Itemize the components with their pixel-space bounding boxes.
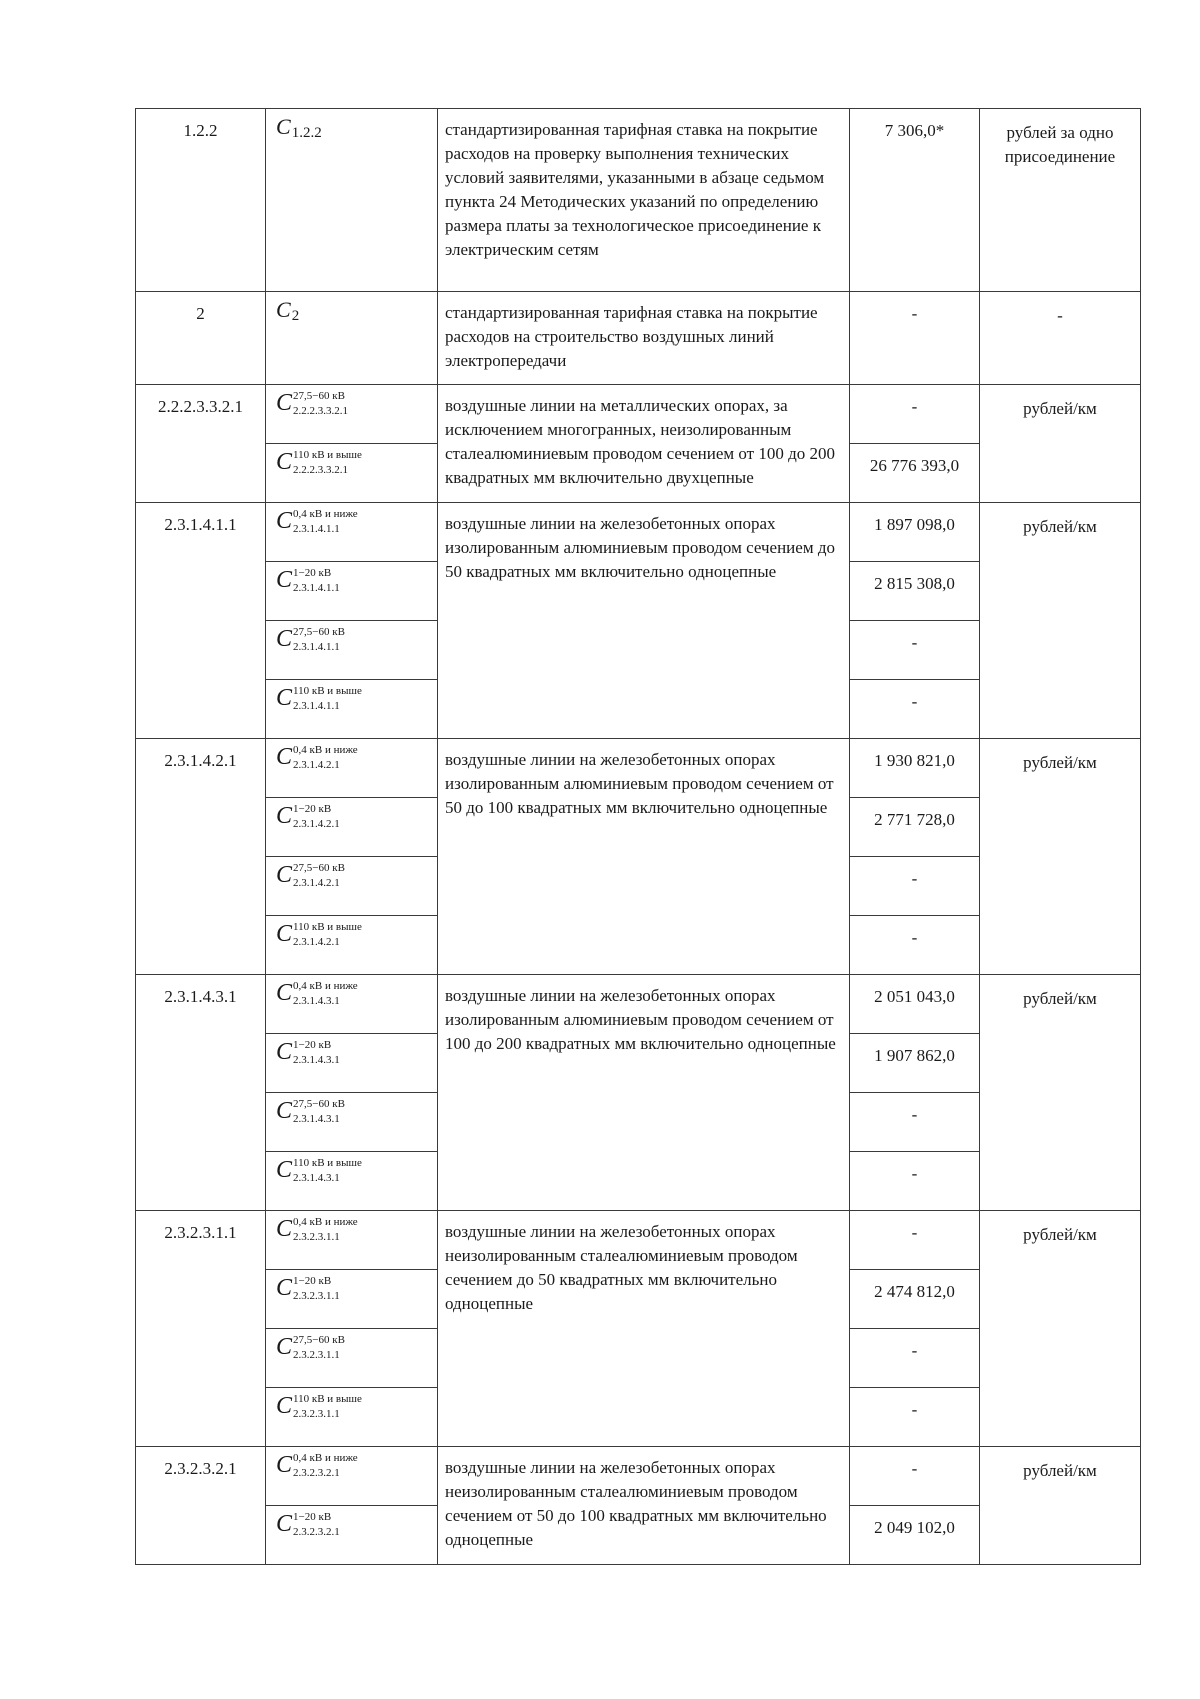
voltage-class-superscript: 0,4 кВ и ниже [293,1452,358,1464]
rate-symbol-scripts [293,1156,362,1184]
rate-code-subscript: 2.3.1.4.2.1 [293,877,340,889]
voltage-class-superscript: 1−20 кВ [293,803,332,815]
tariff-table [135,108,1141,1565]
rate-value: - [850,1211,980,1270]
rate-symbol-letter: C [276,1334,293,1360]
rate-symbol-scripts [293,625,345,653]
rate-value: - [850,1388,980,1447]
rate-unit: рублей/км [980,385,1141,503]
rate-unit: - [980,292,1141,385]
rate-symbol-letter: C [276,685,293,711]
rate-description: воздушные линии на железобетонных опорах изолированным алюминиевым проводом сечением от 100 до 200 квадратных мм включительно одноцепные [438,975,850,1211]
rate-symbol-letter: C [276,980,293,1006]
rate-symbol-letter: C [276,390,293,416]
rate-symbol-expression [276,625,345,653]
rate-description: воздушные линии на железобетонных опорах изолированным алюминиевым проводом сечением до 50 квадратных мм включительно одноцепные [438,503,850,739]
rate-symbol-expression [276,1097,345,1125]
rate-code-subscript: 2.3.1.4.1.1 [293,523,340,535]
tariff-table-body [136,109,1141,1565]
rate-code-subscript: 2.3.1.4.1.1 [293,700,340,712]
rate-symbol-scripts [293,389,348,417]
rate-code-subscript: 2.3.2.3.1.1 [293,1408,340,1420]
rate-symbol-expression [276,1274,340,1302]
rate-value: 1 907 862,0 [850,1034,980,1093]
rate-symbol-letter: C [276,114,291,139]
item-number: 2.3.1.4.2.1 [136,739,266,975]
rate-symbol-expression [276,1392,362,1420]
rate-code-subscript: 2.3.1.4.2.1 [293,759,340,771]
rate-code-subscript: 2.3.2.3.2.1 [293,1526,340,1538]
rate-value: 2 815 308,0 [850,562,980,621]
rate-code-subscript: 2.3.1.4.3.1 [293,1113,340,1125]
rate-symbol-scripts [293,684,362,712]
rate-code-subscript: 2.3.1.4.3.1 [293,1054,340,1066]
voltage-class-superscript: 27,5−60 кВ [293,1098,345,1110]
rate-value: - [850,292,980,385]
rate-value: 26 776 393,0 [850,444,980,503]
rate-symbol-expression [276,448,362,476]
rate-symbol-letter: C [276,1452,293,1478]
rate-symbol [266,621,438,680]
table-row [136,292,1141,385]
rate-symbol [266,1447,438,1506]
rate-symbol-scripts [293,507,358,535]
rate-symbol-expression [276,684,362,712]
voltage-class-superscript: 0,4 кВ и ниже [293,744,358,756]
rate-symbol-letter: C [276,567,293,593]
rate-symbol-scripts [293,566,340,594]
rate-symbol [266,503,438,562]
table-row [136,503,1141,562]
rate-code-subscript: 2.3.2.3.1.1 [293,1290,340,1302]
rate-symbol [266,1093,438,1152]
rate-symbol-expression [276,296,299,324]
item-number: 2 [136,292,266,385]
voltage-class-superscript: 0,4 кВ и ниже [293,980,358,992]
table-row [136,109,1141,292]
rate-symbol-scripts [293,1392,362,1420]
rate-code-subscript: 2.3.1.4.3.1 [293,1172,340,1184]
rate-unit: рублей/км [980,1211,1141,1447]
rate-symbol-subscript: 1.2.2 [291,125,322,141]
rate-value: 1 897 098,0 [850,503,980,562]
voltage-class-superscript: 27,5−60 кВ [293,1334,345,1346]
rate-symbol [266,798,438,857]
rate-unit: рублей за одно присоединение [980,109,1141,292]
voltage-class-superscript: 1−20 кВ [293,1511,332,1523]
rate-symbol-expression [276,802,340,830]
rate-symbol-letter: C [276,1216,293,1242]
rate-code-subscript: 2.3.2.3.1.1 [293,1231,340,1243]
rate-symbol-expression [276,861,345,889]
rate-symbol-letter: C [276,744,293,770]
rate-symbol [266,739,438,798]
rate-symbol-scripts [293,1097,345,1125]
rate-code-subscript: 2.3.1.4.1.1 [293,641,340,653]
voltage-class-superscript: 110 кВ и выше [293,1393,362,1405]
table-row [136,385,1141,444]
rate-symbol-letter: C [276,1275,293,1301]
table-row [136,739,1141,798]
rate-symbol-letter: C [276,449,293,475]
rate-symbol [266,109,438,292]
rate-symbol-expression [276,507,358,535]
rate-symbol [266,680,438,739]
voltage-class-superscript: 110 кВ и выше [293,1157,362,1169]
rate-value: - [850,1152,980,1211]
item-number: 2.3.2.3.1.1 [136,1211,266,1447]
item-number: 2.3.1.4.3.1 [136,975,266,1211]
rate-symbol-letter: C [276,508,293,534]
rate-unit: рублей/км [980,503,1141,739]
rate-symbol-scripts [293,1510,340,1538]
rate-symbol-expression [276,1156,362,1184]
table-row [136,975,1141,1034]
rate-symbol-expression [276,1510,340,1538]
voltage-class-superscript: 1−20 кВ [293,567,332,579]
voltage-class-superscript: 27,5−60 кВ [293,862,345,874]
voltage-class-superscript: 27,5−60 кВ [293,626,345,638]
rate-symbol [266,385,438,444]
voltage-class-superscript: 0,4 кВ и ниже [293,508,358,520]
rate-symbol-expression [276,113,322,141]
rate-value: - [850,680,980,739]
voltage-class-superscript: 1−20 кВ [293,1275,332,1287]
rate-unit: рублей/км [980,739,1141,975]
rate-symbol-scripts [293,802,340,830]
rate-code-subscript: 2.3.1.4.1.1 [293,582,340,594]
rate-symbol-scripts [293,979,358,1007]
voltage-class-superscript: 1−20 кВ [293,1039,332,1051]
rate-description: стандартизированная тарифная ставка на покрытие расходов на проверку выполнения технических условий заявителями, указанными в абзаце седьмом пункта 24 Методических указаний по определению размера платы за технологическое присоединение к электрическим сетям [438,109,850,292]
rate-description: воздушные линии на железобетонных опорах неизолированным сталеалюминиевым проводом сечением до 50 квадратных мм включительно одноцепные [438,1211,850,1447]
rate-value: - [850,1447,980,1506]
rate-symbol-scripts [293,1215,358,1243]
rate-symbol-expression [276,1451,358,1479]
rate-symbol-letter: C [276,1098,293,1124]
rate-symbol [266,1329,438,1388]
rate-symbol-scripts [293,448,362,476]
item-number: 2.3.1.4.1.1 [136,503,266,739]
rate-code-subscript: 2.3.2.3.1.1 [293,1349,340,1361]
rate-symbol [266,1034,438,1093]
rate-value: 2 474 812,0 [850,1270,980,1329]
rate-description: воздушные линии на железобетонных опорах изолированным алюминиевым проводом сечением от 50 до 100 квадратных мм включительно одноцепные [438,739,850,975]
rate-symbol-scripts [293,1333,345,1361]
rate-symbol [266,916,438,975]
rate-value: 1 930 821,0 [850,739,980,798]
rate-symbol-letter: C [276,626,293,652]
rate-symbol-letter: C [276,803,293,829]
rate-symbol-subscript: 2 [291,308,300,324]
voltage-class-superscript: 27,5−60 кВ [293,390,345,402]
item-number: 1.2.2 [136,109,266,292]
rate-symbol [266,975,438,1034]
rate-code-subscript: 2.3.1.4.2.1 [293,936,340,948]
voltage-class-superscript: 110 кВ и выше [293,449,362,461]
rate-value: - [850,621,980,680]
rate-unit: рублей/км [980,975,1141,1211]
rate-code-subscript: 2.3.1.4.3.1 [293,995,340,1007]
rate-symbol-letter: C [276,1039,293,1065]
rate-symbol-expression [276,920,362,948]
rate-symbol-scripts [293,1451,358,1479]
rate-symbol-scripts [293,861,345,889]
rate-symbol [266,292,438,385]
rate-symbol [266,1388,438,1447]
rate-symbol [266,444,438,503]
rate-symbol [266,1270,438,1329]
rate-value: - [850,385,980,444]
rate-description: воздушные линии на железобетонных опорах неизолированным сталеалюминиевым проводом сечением от 50 до 100 квадратных мм включительно одноцепные [438,1447,850,1565]
rate-symbol-expression [276,1333,345,1361]
table-row [136,1447,1141,1506]
rate-symbol-letter: C [276,1511,293,1537]
voltage-class-superscript: 0,4 кВ и ниже [293,1216,358,1228]
rate-symbol-expression [276,743,358,771]
rate-symbol-scripts [293,920,362,948]
rate-value: - [850,857,980,916]
item-number: 2.3.2.3.2.1 [136,1447,266,1565]
rate-code-subscript: 2.3.2.3.2.1 [293,1467,340,1479]
rate-symbol-expression [276,566,340,594]
rate-symbol-letter: C [276,921,293,947]
rate-symbol-scripts [293,743,358,771]
item-number: 2.2.2.3.3.2.1 [136,385,266,503]
rate-value: 2 051 043,0 [850,975,980,1034]
rate-description: стандартизированная тарифная ставка на покрытие расходов на строительство воздушных линий электропередачи [438,292,850,385]
rate-value: - [850,916,980,975]
rate-symbol-expression [276,1215,358,1243]
rate-symbol-letter: C [276,862,293,888]
rate-value: - [850,1093,980,1152]
rate-symbol-letter: C [276,297,291,322]
rate-value: 2 771 728,0 [850,798,980,857]
rate-description: воздушные линии на металлических опорах, за исключением многогранных, неизолированным сталеалюминиевым проводом сечением от 100 до 200 квадратных мм включительно двухцепные [438,385,850,503]
rate-code-subscript: 2.2.2.3.3.2.1 [293,464,349,476]
rate-symbol-letter: C [276,1393,293,1419]
rate-value: 2 049 102,0 [850,1506,980,1565]
rate-symbol [266,562,438,621]
rate-value: - [850,1329,980,1388]
rate-code-subscript: 2.2.2.3.3.2.1 [293,405,349,417]
rate-unit: рублей/км [980,1447,1141,1565]
voltage-class-superscript: 110 кВ и выше [293,921,362,933]
rate-symbol-expression [276,979,358,1007]
rate-symbol-expression [276,389,348,417]
rate-value: 7 306,0* [850,109,980,292]
rate-code-subscript: 2.3.1.4.2.1 [293,818,340,830]
rate-symbol-scripts [293,1274,340,1302]
table-row [136,1211,1141,1270]
rate-symbol [266,1152,438,1211]
voltage-class-superscript: 110 кВ и выше [293,685,362,697]
rate-symbol-scripts [293,1038,340,1066]
rate-symbol [266,857,438,916]
rate-symbol [266,1211,438,1270]
rate-symbol-expression [276,1038,340,1066]
rate-symbol [266,1506,438,1565]
rate-symbol-letter: C [276,1157,293,1183]
